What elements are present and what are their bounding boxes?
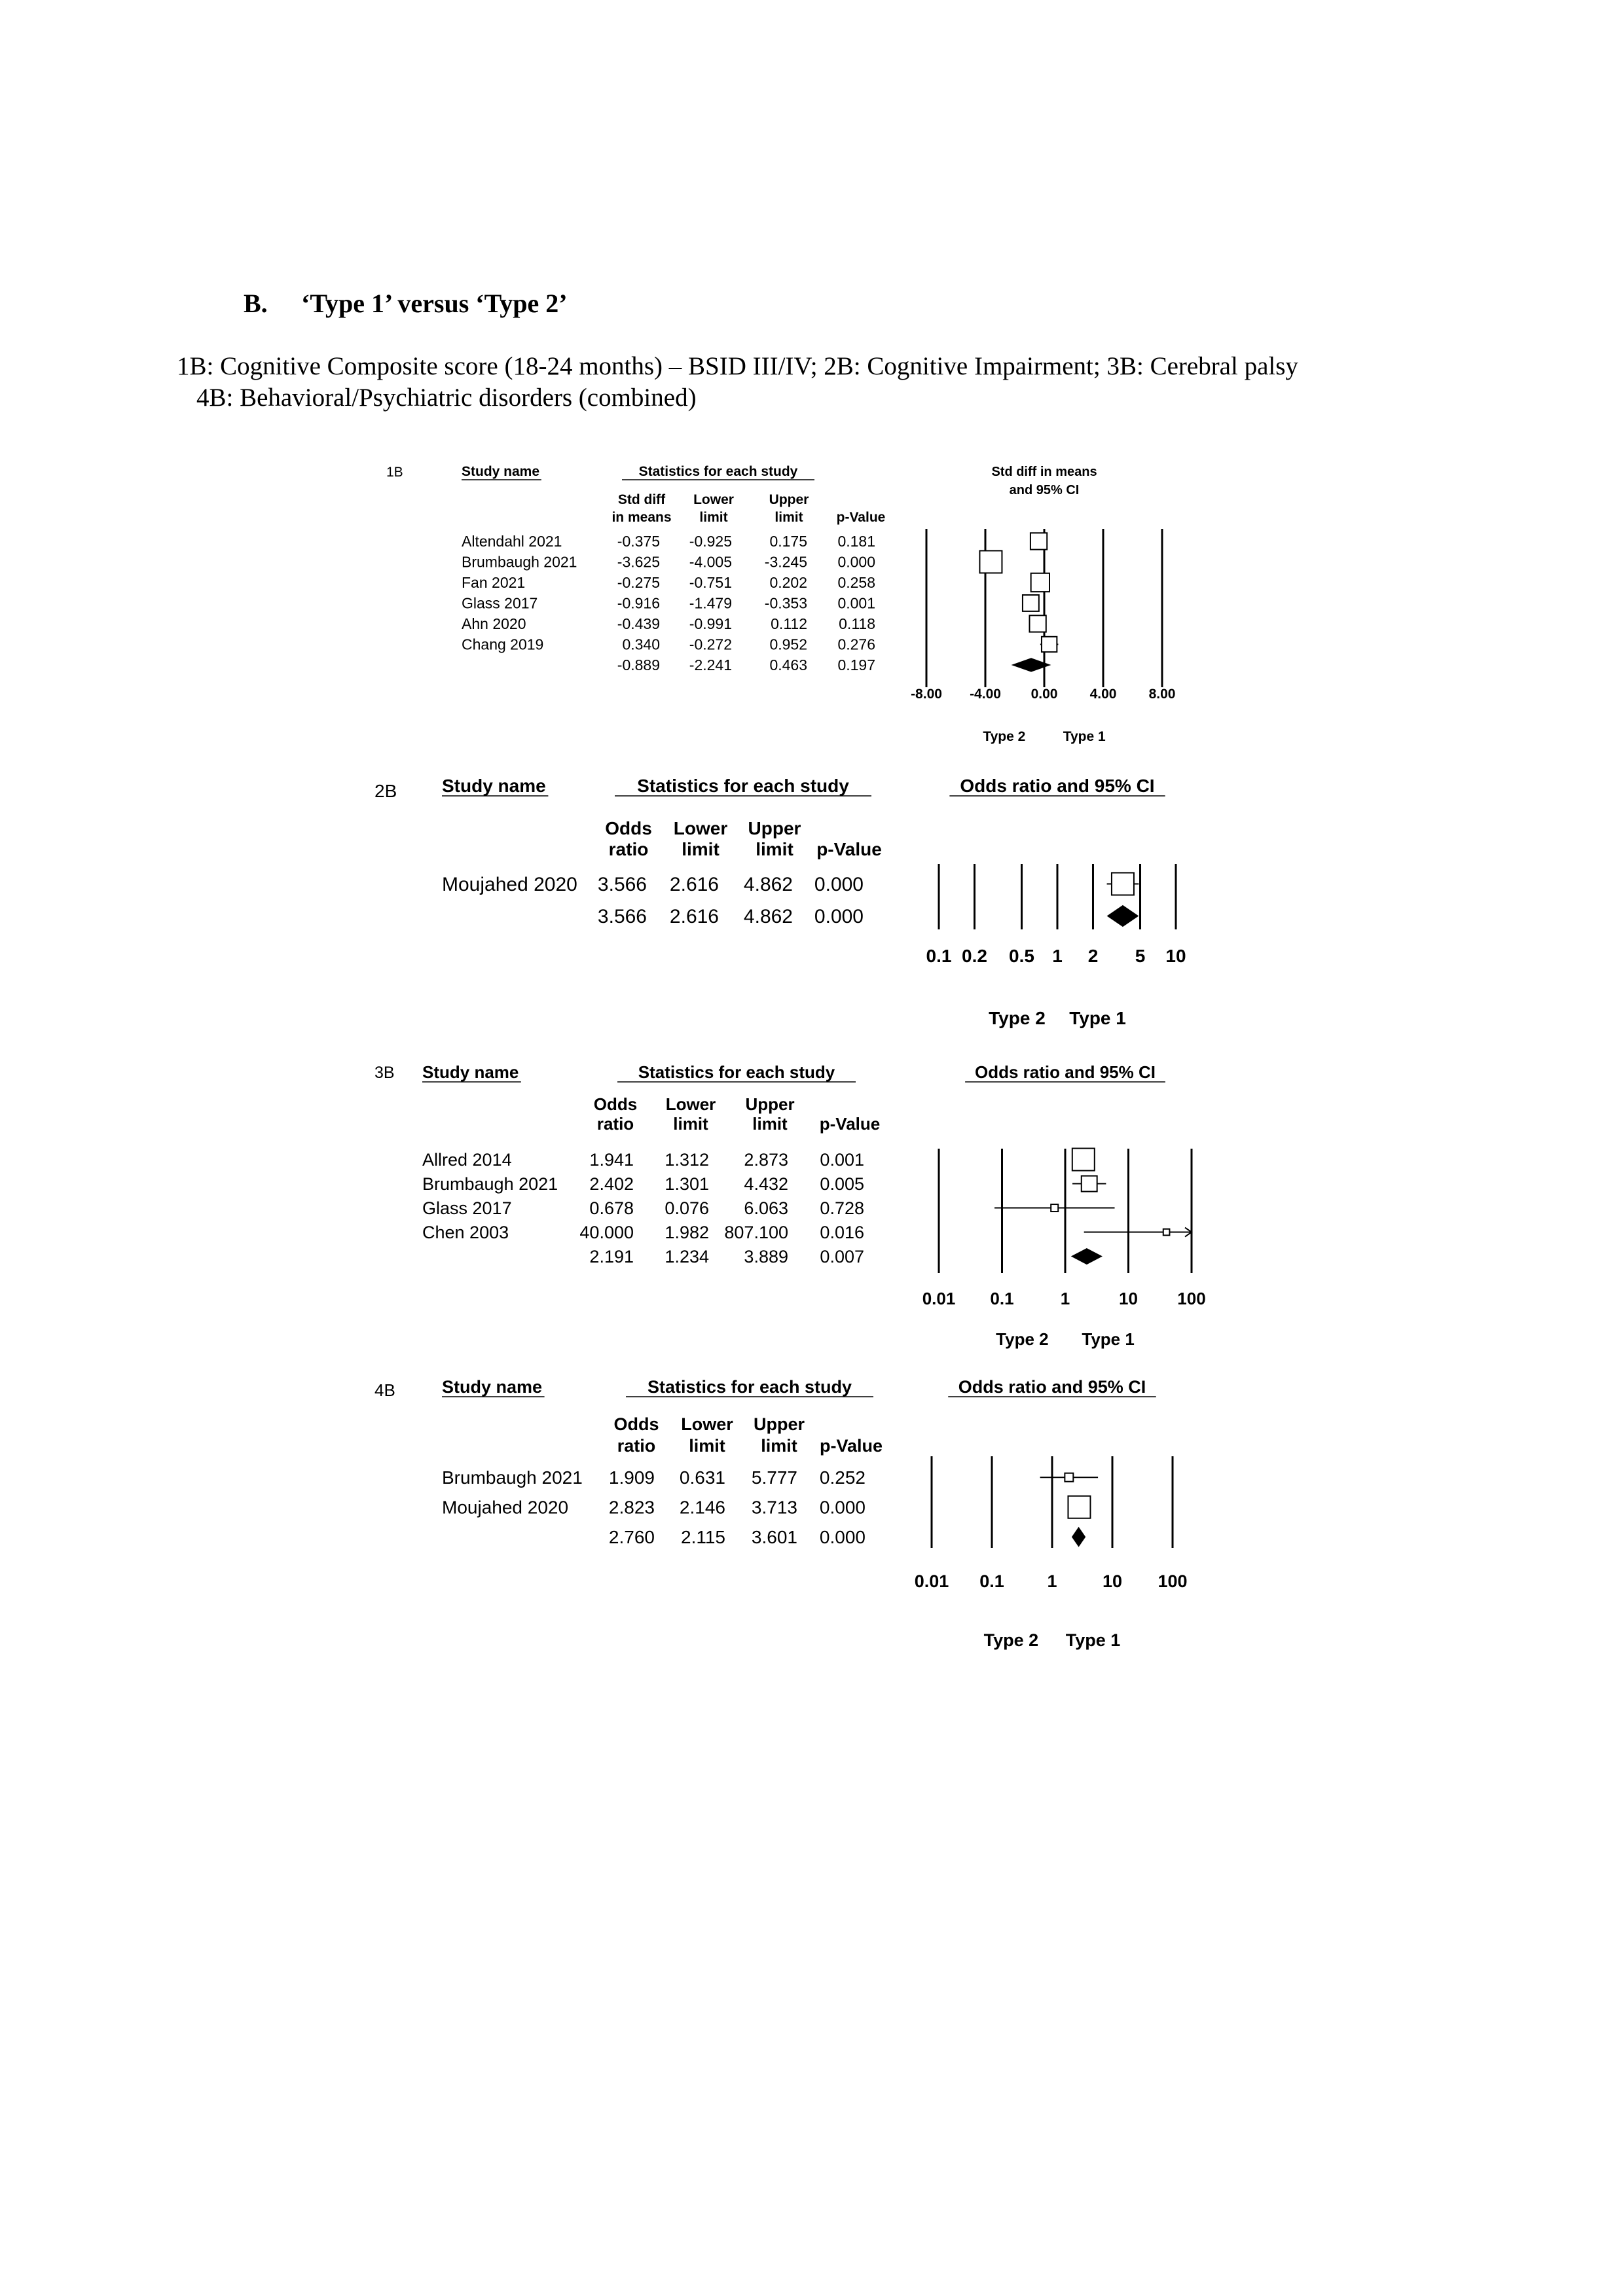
statistics-header: Statistics for each study xyxy=(638,464,798,479)
favours-right-label: Type 1 xyxy=(1065,1630,1121,1650)
column-header: limit xyxy=(689,1436,725,1456)
forest-plot-4b xyxy=(367,1358,1244,1659)
p-value: 0.000 xyxy=(819,1497,866,1518)
study-box xyxy=(1072,1149,1095,1171)
tick-label: 1 xyxy=(1052,946,1063,966)
estimate-value: 40.000 xyxy=(579,1223,634,1242)
summary-p-value: 0.197 xyxy=(837,656,875,673)
study-box xyxy=(1030,533,1047,549)
upper-limit-value: -3.245 xyxy=(764,553,807,571)
section-heading xyxy=(244,288,568,319)
lower-limit-value: 2.616 xyxy=(669,874,719,895)
column-header: Std diff xyxy=(617,492,666,507)
tick-label: 1 xyxy=(1060,1289,1070,1308)
lower-limit-value: -0.991 xyxy=(689,615,732,632)
tick-label: 0.1 xyxy=(926,946,952,966)
statistics-header: Statistics for each study xyxy=(647,1377,852,1397)
upper-limit-value: 807.100 xyxy=(724,1223,788,1242)
tick-label: 8.00 xyxy=(1148,687,1176,702)
estimate-value: 1.909 xyxy=(608,1467,655,1488)
column-header: limit xyxy=(673,1114,708,1134)
summary-estimate: -0.889 xyxy=(617,656,660,673)
panel-label: 4B xyxy=(374,1380,395,1400)
tick-label: 0.5 xyxy=(1009,946,1034,966)
study-box xyxy=(1163,1229,1170,1236)
upper-limit-value: 4.432 xyxy=(744,1174,788,1194)
estimate-value: 2.402 xyxy=(589,1174,634,1194)
caption-line-1: 1B: Cognitive Composite score (18-24 months) – BSID III/IV; 2B: Cognitive Impairment; 3B: Cerebral palsy xyxy=(177,352,1298,380)
panel-label: 3B xyxy=(374,1064,395,1082)
column-header: limit xyxy=(761,1436,797,1456)
study-name: Fan 2021 xyxy=(462,574,526,591)
estimate-value: -0.916 xyxy=(617,594,660,612)
estimate-value: -0.275 xyxy=(617,574,660,591)
tick-label: 100 xyxy=(1177,1289,1206,1308)
estimate-value: 3.566 xyxy=(597,874,647,895)
column-header: Lower xyxy=(681,1414,733,1434)
column-header: Lower xyxy=(665,1094,716,1114)
column-header: Odds xyxy=(613,1414,659,1434)
column-header: limit xyxy=(699,510,728,525)
favours-right-label: Type 1 xyxy=(1069,1008,1126,1028)
column-header: in means xyxy=(611,510,672,525)
tick-label: 0.1 xyxy=(979,1571,1004,1591)
upper-limit-value: 4.862 xyxy=(743,874,793,895)
tick-label: 4.00 xyxy=(1089,687,1117,702)
column-header: limit xyxy=(752,1114,788,1134)
summary-p-value: 0.000 xyxy=(819,1527,866,1547)
summary-diamond xyxy=(1071,1248,1103,1265)
forest-plot-2b xyxy=(367,759,1244,1047)
forest-plot-svg xyxy=(367,1050,1244,1358)
column-header: p-Value xyxy=(819,1436,883,1456)
summary-upper: 3.601 xyxy=(751,1527,797,1547)
upper-limit-value: 0.202 xyxy=(769,574,807,591)
lower-limit-value: 0.076 xyxy=(665,1198,709,1218)
summary-p-value: 0.007 xyxy=(820,1247,864,1266)
forest-plot-svg xyxy=(367,759,1244,1047)
study-box xyxy=(1029,615,1046,632)
lower-limit-value: 1.301 xyxy=(665,1174,709,1194)
forest-plot-1b xyxy=(357,458,1221,759)
column-header: limit xyxy=(756,839,793,859)
study-name: Ahn 2020 xyxy=(462,615,526,632)
study-box xyxy=(1065,1473,1073,1482)
column-header: Upper xyxy=(745,1094,795,1114)
study-box xyxy=(979,550,1002,573)
estimate-value: -3.625 xyxy=(617,553,660,571)
summary-estimate: 2.191 xyxy=(589,1247,634,1266)
forest-plot-3b xyxy=(367,1050,1244,1358)
tick-label: 0.01 xyxy=(922,1289,956,1308)
upper-limit-value: 3.713 xyxy=(751,1497,797,1518)
p-value: 0.016 xyxy=(820,1223,864,1242)
summary-lower: 2.115 xyxy=(681,1527,725,1547)
column-header: Odds xyxy=(605,818,652,838)
p-value: 0.005 xyxy=(820,1174,864,1194)
upper-limit-value: 0.952 xyxy=(769,636,807,653)
favours-right-label: Type 1 xyxy=(1082,1329,1135,1349)
study-box xyxy=(1023,595,1039,611)
column-header: p-Value xyxy=(816,839,882,859)
study-name: Brumbaugh 2021 xyxy=(422,1174,558,1194)
tick-label: 10 xyxy=(1165,946,1186,966)
upper-limit-value: 0.175 xyxy=(769,533,807,550)
column-header: Upper xyxy=(753,1414,805,1434)
study-name: Moujahed 2020 xyxy=(442,874,577,895)
panel-label: 1B xyxy=(386,465,403,480)
summary-upper: 3.889 xyxy=(744,1247,788,1266)
column-header: ratio xyxy=(596,1114,634,1134)
estimate-value: 1.941 xyxy=(589,1150,634,1170)
lower-limit-value: -0.751 xyxy=(689,574,732,591)
study-box xyxy=(1082,1176,1097,1192)
tick-label: 10 xyxy=(1119,1289,1138,1308)
upper-limit-value: -0.353 xyxy=(764,594,807,612)
study-name: Chang 2019 xyxy=(462,636,544,653)
lower-limit-value: 1.312 xyxy=(665,1150,709,1170)
upper-limit-value: 0.112 xyxy=(771,615,807,632)
upper-limit-value: 5.777 xyxy=(751,1467,797,1488)
panel-label: 2B xyxy=(374,781,397,801)
estimate-value: -0.439 xyxy=(617,615,660,632)
p-value: 0.181 xyxy=(837,533,875,550)
study-name: Brumbaugh 2021 xyxy=(462,553,577,571)
summary-upper: 0.463 xyxy=(769,656,807,673)
plot-header: Odds ratio and 95% CI xyxy=(960,776,1155,796)
p-value: 0.000 xyxy=(837,553,875,571)
tick-label: 0.01 xyxy=(914,1571,949,1591)
estimate-value: 2.823 xyxy=(608,1497,655,1518)
lower-limit-value: -1.479 xyxy=(689,594,732,612)
column-header: Upper xyxy=(748,818,801,838)
summary-estimate: 3.566 xyxy=(597,906,647,927)
tick-label: -4.00 xyxy=(970,687,1001,702)
column-header: limit xyxy=(775,510,803,525)
lower-limit-value: 2.146 xyxy=(679,1497,725,1518)
study-name: Moujahed 2020 xyxy=(442,1497,569,1518)
study-name-header: Study name xyxy=(422,1062,519,1082)
column-header: limit xyxy=(682,839,720,859)
study-name: Glass 2017 xyxy=(462,594,538,612)
summary-diamond xyxy=(1107,905,1139,927)
tick-label: 0.2 xyxy=(962,946,987,966)
estimate-value: 0.340 xyxy=(622,636,660,653)
column-header: Upper xyxy=(769,492,809,507)
summary-lower: 2.616 xyxy=(669,906,719,927)
favours-right-label: Type 1 xyxy=(1063,729,1106,744)
statistics-header: Statistics for each study xyxy=(637,776,849,796)
column-header: p-Value xyxy=(836,510,886,525)
lower-limit-value: 0.631 xyxy=(679,1467,725,1488)
estimate-value: 0.678 xyxy=(589,1198,634,1218)
favours-left-label: Type 2 xyxy=(989,1008,1046,1028)
tick-label: 0.00 xyxy=(1030,687,1058,702)
forest-plot-svg xyxy=(367,1358,1244,1659)
study-name: Allred 2014 xyxy=(422,1150,512,1170)
summary-lower: -2.241 xyxy=(689,656,732,673)
p-value: 0.728 xyxy=(820,1198,864,1218)
study-box xyxy=(1051,1204,1058,1211)
favours-left-label: Type 2 xyxy=(983,1630,1039,1650)
column-header: ratio xyxy=(608,839,649,859)
plot-header: Std diff in means xyxy=(991,465,1097,479)
section-number: B. xyxy=(244,289,268,318)
study-box xyxy=(1112,873,1134,895)
study-name-header: Study name xyxy=(462,464,540,479)
summary-diamond xyxy=(1072,1527,1085,1547)
lower-limit-value: 1.982 xyxy=(665,1223,709,1242)
tick-label: 100 xyxy=(1158,1571,1188,1591)
lower-limit-value: -0.925 xyxy=(689,533,732,550)
forest-plot-svg xyxy=(357,458,1221,759)
statistics-header: Statistics for each study xyxy=(638,1062,835,1082)
column-header: Lower xyxy=(693,492,734,507)
p-value: 0.001 xyxy=(837,594,875,612)
summary-lower: 1.234 xyxy=(665,1247,709,1266)
favours-left-label: Type 2 xyxy=(996,1329,1049,1349)
column-header: Odds xyxy=(593,1094,638,1114)
tick-label: -8.00 xyxy=(911,687,942,702)
study-name: Altendahl 2021 xyxy=(462,533,562,550)
tick-label: 0.1 xyxy=(990,1289,1014,1308)
p-value: 0.000 xyxy=(814,874,864,895)
p-value: 0.001 xyxy=(820,1150,864,1170)
lower-limit-value: -0.272 xyxy=(689,636,732,653)
summary-estimate: 2.760 xyxy=(608,1527,655,1547)
lower-limit-value: -4.005 xyxy=(689,553,732,571)
upper-limit-value: 6.063 xyxy=(744,1198,788,1218)
study-name-header: Study name xyxy=(442,776,546,796)
plot-header: and 95% CI xyxy=(1009,483,1080,497)
tick-label: 1 xyxy=(1047,1571,1057,1591)
column-header: p-Value xyxy=(819,1114,881,1134)
tick-label: 2 xyxy=(1087,946,1099,966)
study-name: Glass 2017 xyxy=(422,1198,512,1218)
column-header: ratio xyxy=(617,1436,656,1456)
plot-header: Odds ratio and 95% CI xyxy=(975,1062,1156,1082)
study-box xyxy=(1068,1496,1090,1518)
p-value: 0.258 xyxy=(837,574,875,591)
column-header: Lower xyxy=(673,818,728,838)
caption-line-2: 4B: Behavioral/Psychiatric disorders (combined) xyxy=(196,384,697,412)
summary-p-value: 0.000 xyxy=(814,906,864,927)
section-title: ‘Type 1’ versus ‘Type 2’ xyxy=(301,289,568,318)
tick-label: 10 xyxy=(1102,1571,1123,1591)
summary-upper: 4.862 xyxy=(743,906,793,927)
p-value: 0.252 xyxy=(819,1467,866,1488)
study-box xyxy=(1042,637,1057,652)
p-value: 0.276 xyxy=(837,636,875,653)
p-value: 0.118 xyxy=(839,615,875,632)
study-name-header: Study name xyxy=(442,1377,543,1397)
study-name: Brumbaugh 2021 xyxy=(442,1467,583,1488)
upper-limit-value: 2.873 xyxy=(744,1150,788,1170)
plot-header: Odds ratio and 95% CI xyxy=(958,1377,1146,1397)
study-box xyxy=(1031,573,1049,592)
estimate-value: -0.375 xyxy=(617,533,660,550)
study-name: Chen 2003 xyxy=(422,1223,509,1242)
favours-left-label: Type 2 xyxy=(983,729,1026,744)
tick-label: 5 xyxy=(1135,946,1146,966)
